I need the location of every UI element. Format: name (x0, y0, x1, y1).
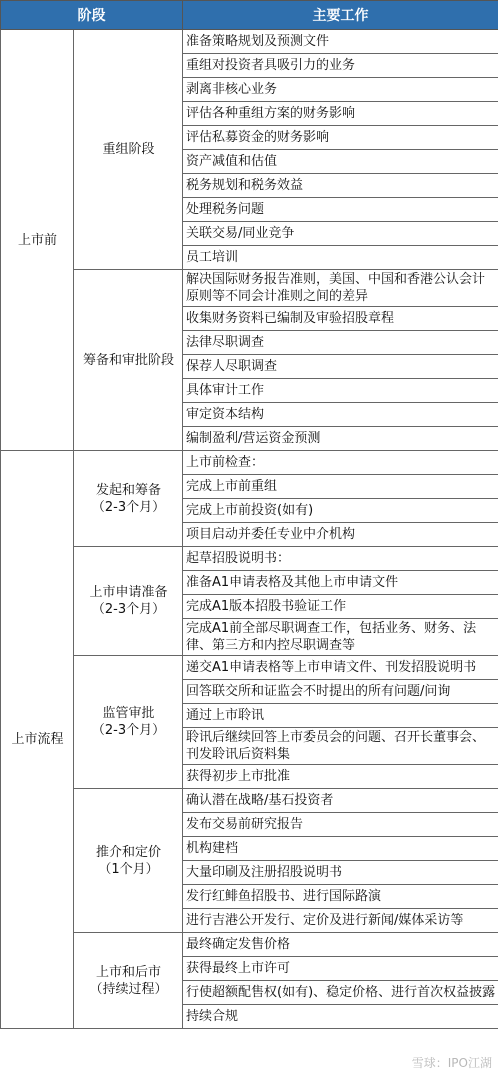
stage-period: （1个月） (98, 861, 159, 877)
stage-name: 上市和后市 (95, 964, 161, 980)
table-row (1, 270, 498, 307)
task-cell: 税务规划和税务效益 (183, 174, 498, 198)
task-cell: 递交A1申请表格等上市申请文件、刊发招股说明书 (183, 656, 498, 680)
stage-period: （持续过程） (89, 981, 168, 997)
stage-cell (74, 451, 183, 547)
task-cell: 聆讯后继续回答上市委员会的问题、召开长董事会、刊发聆讯后资料集 (183, 728, 498, 765)
task-cell: 法律尽职调查 (183, 331, 498, 355)
task-cell: 审定资本结构 (183, 403, 498, 427)
task-cell: 上市前检查： (183, 451, 498, 475)
table-row (1, 547, 498, 571)
stage-period: （2-3个月） (91, 723, 166, 738)
stage-name: 筹备和审批阶段 (82, 352, 174, 368)
task-cell: 发行红鲱鱼招股书、进行国际路演 (183, 885, 498, 909)
task-cell: 评估各种重组方案的财务影响 (183, 102, 498, 126)
stage-cell (74, 656, 183, 789)
stage-period: （2-3个月） (91, 602, 166, 617)
task-cell: 关联交易/同业竞争 (183, 222, 498, 246)
task-cell: 完成A1版本招股书验证工作 (183, 595, 498, 619)
table-header-row (1, 1, 498, 30)
stage-name: 监管审批 (102, 706, 155, 721)
task-cell: 获得最终上市许可 (183, 957, 498, 981)
task-cell: 资产减值和估值 (183, 150, 498, 174)
task-cell: 具体审计工作 (183, 379, 498, 403)
header-stage: 阶段 (1, 1, 183, 30)
task-cell: 重组对投资者具吸引力的业务 (183, 54, 498, 78)
task-cell: 员工培训 (183, 246, 498, 270)
task-cell: 通过上市聆讯 (183, 704, 498, 728)
task-cell: 发布交易前研究报告 (183, 813, 498, 837)
table-row (1, 933, 498, 957)
phase-cell: 上市前 (1, 30, 74, 451)
task-cell: 剥离非核心业务 (183, 78, 498, 102)
task-cell: 最终确定发售价格 (183, 933, 498, 957)
task-cell: 回答联交所和证监会不时提出的所有问题/问询 (183, 680, 498, 704)
task-cell: 保荐人尽职调查 (183, 355, 498, 379)
table-row (1, 789, 498, 813)
stage-cell (74, 933, 183, 1029)
task-cell: 评估私募资金的财务影响 (183, 126, 498, 150)
stage-name: 推介和定价 (95, 844, 161, 860)
table-row (1, 656, 498, 680)
task-cell: 持续合规 (183, 1005, 498, 1029)
task-cell: 解决国际财务报告准则，美国、中国和香港公认会计原则等不同会计准则之间的差异 (183, 270, 498, 307)
stage-cell (74, 30, 183, 270)
task-cell: 确认潜在战略/基石投资者 (183, 789, 498, 813)
task-cell: 大量印刷及注册招股说明书 (183, 861, 498, 885)
task-cell: 收集财务资料已编制及审验招股章程 (183, 307, 498, 331)
stage-period: （2-3个月） (91, 499, 166, 515)
task-cell: 行使超额配售权(如有)、稳定价格、进行首次权益披露 (183, 981, 498, 1005)
task-cell: 完成A1前全部尽职调查工作，包括业务、财务、法律、第三方和内控尽职调查等 (183, 619, 498, 656)
task-cell: 起草招股说明书： (183, 547, 498, 571)
task-cell: 完成上市前重组 (183, 475, 498, 499)
table-body (1, 30, 498, 1029)
header-work: 主要工作 (183, 1, 498, 30)
watermark: 雪球：IPO江湖 (411, 1056, 492, 1070)
task-cell: 获得初步上市批准 (183, 765, 498, 789)
stage-cell (74, 789, 183, 933)
stage-name: 发起和筹备 (95, 482, 161, 498)
task-cell: 进行吉港公开发行、定价及进行新闻/媒体采访等 (183, 909, 498, 933)
task-cell: 准备策略规划及预测文件 (183, 30, 498, 54)
task-cell: 编制盈利/营运资金预测 (183, 427, 498, 451)
stage-cell (74, 547, 183, 656)
table-row (1, 451, 498, 475)
stage-name: 上市申请准备 (89, 585, 168, 600)
task-cell: 处理税务问题 (183, 198, 498, 222)
stage-cell (74, 270, 183, 451)
task-cell: 准备A1申请表格及其他上市申请文件 (183, 571, 498, 595)
task-cell: 完成上市前投资(如有) (183, 499, 498, 523)
stage-name: 重组阶段 (102, 142, 155, 157)
phase-cell: 上市流程 (1, 451, 74, 1029)
task-cell: 项目启动并委任专业中介机构 (183, 523, 498, 547)
task-cell: 机构建档 (183, 837, 498, 861)
table-row (1, 30, 498, 54)
